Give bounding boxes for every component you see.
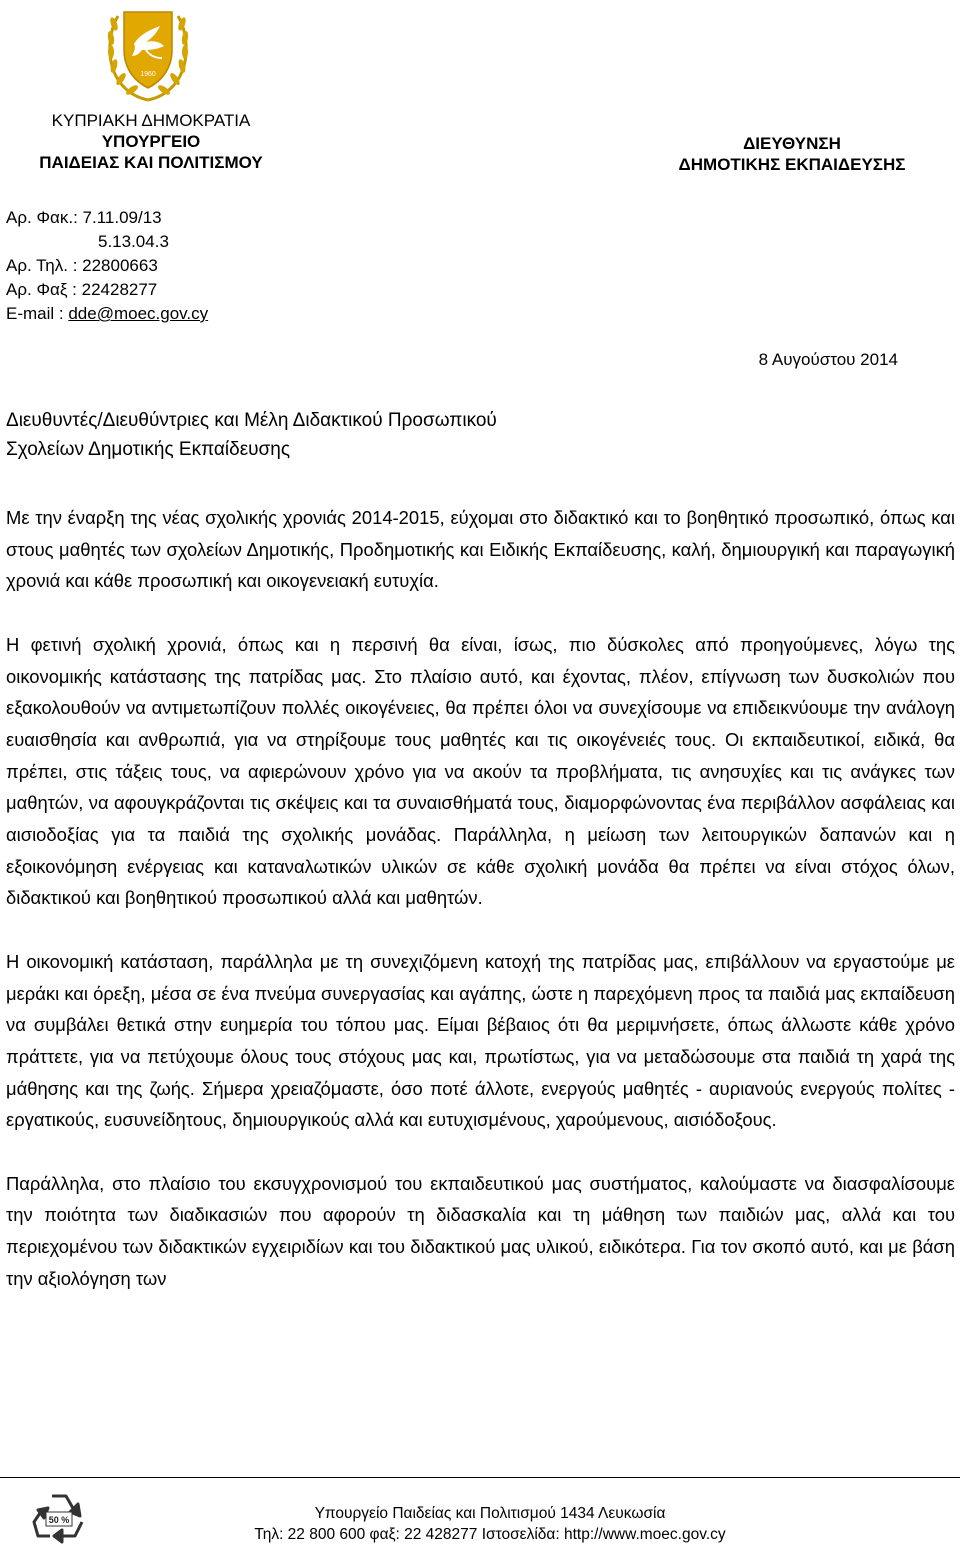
paragraph-2: Η φετινή σχολική χρονιά, όπως και η περσινή θα είναι, ίσως, πιο δύσκολες από προηγούμενες, λόγω της οικονομικής κατάστασης της πατρίδας μας. Στο πλαίσιο αυτό, και έχοντας, πλέον, επίγνωση των δυσκολιών που εξακολουθούν να αντιμετωπίζουν πολλές οικογένειες, θα πρέπει όλοι να συνεχίσουμε να επιδεικνύουμε την ανάλογη ευαισθησία και ανθρωπιά, για να στηρίξουμε τους μαθητές και τις οικογένειές τους. Οι εκπαιδευτικοί, ειδικά, θα πρέπει, στις τάξεις τους, να αφιερώνουν χρόνο για να ακούν τα προβλήματα, τις ανησυχίες και τις ανάγκες των μαθητών, να αφουγκράζονται τις σκέψεις και τα συναισθήματά τους, διαμορφώνοντας ένα περιβάλλον ασφάλειας και αισιοδοξίας για τα παιδιά της σχολικής μονάδας. Παράλληλα, η μείωση των λειτουργικών δαπανών και η εξοικονόμηση ενέργειας και καταναλωτικών υλικών σε κάθε σχολική μονάδα θα πρέπει να είναι στόχος όλων, διδακτικού και βοηθητικού προσωπικού αλλά και μαθητών. bbox=[6, 633, 955, 909]
letter-date: 8 Αυγούστου 2014 bbox=[758, 350, 898, 369]
footer-contacts: Τηλ: 22 800 600 φαξ: 22 428277 Ιστοσελίδα: http://www.moec.gov.cy bbox=[254, 1526, 726, 1543]
ministry-name-line2: ΠΑΙΔΕΙΑΣ ΚΑΙ ΠΟΛΙΤΙΣΜΟΥ bbox=[39, 153, 263, 172]
ministry-name-line1: ΥΠΟΥΡΓΕΙΟ bbox=[101, 132, 201, 151]
recycle-icon bbox=[30, 1490, 88, 1548]
paragraph-1: Με την έναρξη της νέας σχολικής χρονιάς 2014-2015, εύχομαι στο διδακτικό και το βοηθητικό προσωπικό, όπως και στους μαθητές των σχολείων Δημοτικής, Προδημοτικής και Ειδικής Εκπαίδευσης, καλή, δημιουργική και παραγωγική χρονιά και κάθε προσωπική και οικογενειακή ευτυχία. bbox=[6, 507, 955, 592]
coat-of-arms-emblem bbox=[106, 4, 190, 104]
recipients-line1: Διευθυντές/Διευθύντριες και Μέλη Διδακτικού Προσωπικού bbox=[6, 410, 497, 431]
fax-number: Αρ. Φαξ : 22428277 bbox=[6, 280, 158, 299]
directorate-line1: ΔΙΕΥΘΥΝΣΗ bbox=[743, 134, 841, 153]
footer-address: Υπουργείο Παιδείας και Πολιτισμού 1434 Λευκωσία bbox=[314, 1505, 666, 1522]
directorate-line2: ΔΗΜΟΤΙΚΗΣ ΕΚΠΑΙΔΕΥΣΗΣ bbox=[678, 155, 906, 174]
phone-number: Αρ. Τηλ. : 22800663 bbox=[6, 256, 158, 275]
reference-block bbox=[6, 206, 208, 326]
recipients-block bbox=[6, 406, 497, 464]
footer-divider bbox=[0, 1477, 960, 1478]
letter-body bbox=[6, 502, 955, 1326]
directorate-header bbox=[632, 133, 952, 175]
sender-header bbox=[6, 110, 296, 173]
email-row bbox=[6, 302, 208, 326]
file-number-second: 5.13.04.3 bbox=[98, 232, 169, 251]
country-name: ΚΥΠΡΙΑΚΗ ΔΗΜΟΚΡΑΤΙΑ bbox=[51, 111, 251, 130]
paragraph-4: Παράλληλα, στο πλαίσιο του εκσυγχρονισμού του εκπαιδευτικού μας συστήματος, καλούμαστε να διασφαλίσουμε την ποιότητα των διαδικασιών που αφορούν τη διδασκαλία και τη μάθηση των παιδιών μας, αλλά και του περιεχομένου των διδακτικών εγχειριδίων και του διδακτικού μας υλικού, ειδικότερα. Για τον σκοπό αυτό, και με βάση την αξιολόγηση των bbox=[6, 1172, 955, 1289]
emblem-year: 1960 bbox=[140, 71, 156, 78]
footer-contact bbox=[180, 1503, 800, 1545]
recycle-badge-text: 50 % bbox=[48, 1515, 70, 1525]
email-label: E-mail : bbox=[6, 304, 69, 323]
paragraph-3: Η οικονομική κατάσταση, παράλληλα με τη συνεχιζόμενη κατοχή της πατρίδας μας, επιβάλλουν να εργαστούμε με μεράκι και όρεξη, μέσα σε ένα πνεύμα συνεργασίας και αγάπης, ώστε η παρεχόμενη προς τα παιδιά μας εκπαίδευση να συμβάλει θετικά στην ευημερία του τόπου μας. Είμαι βέβαιος ότι θα μεριμνήσετε, όπως άλλωστε κάθε χρόνο πράττετε, για να πετύχουμε όλους τους στόχους μας και, πρωτίστως, για να μεταδώσουμε στα παιδιά τη χαρά της μάθησης και της ζωής. Σήμερα χρειαζόμαστε, όσο ποτέ άλλοτε, ενεργούς μαθητές - αυριανούς ενεργούς πολίτες - εργατικούς, ευσυνείδητους, δημιουργικούς αλλά και ευτυχισμένους, χαρούμενους, αισιόδοξους. bbox=[6, 950, 955, 1131]
file-number: Αρ. Φακ.: 7.11.09/13 bbox=[6, 208, 162, 227]
recipients-line2: Σχολείων Δημοτικής Εκπαίδευσης bbox=[6, 439, 291, 460]
email-link[interactable]: dde@moec.gov.cy bbox=[68, 304, 209, 323]
